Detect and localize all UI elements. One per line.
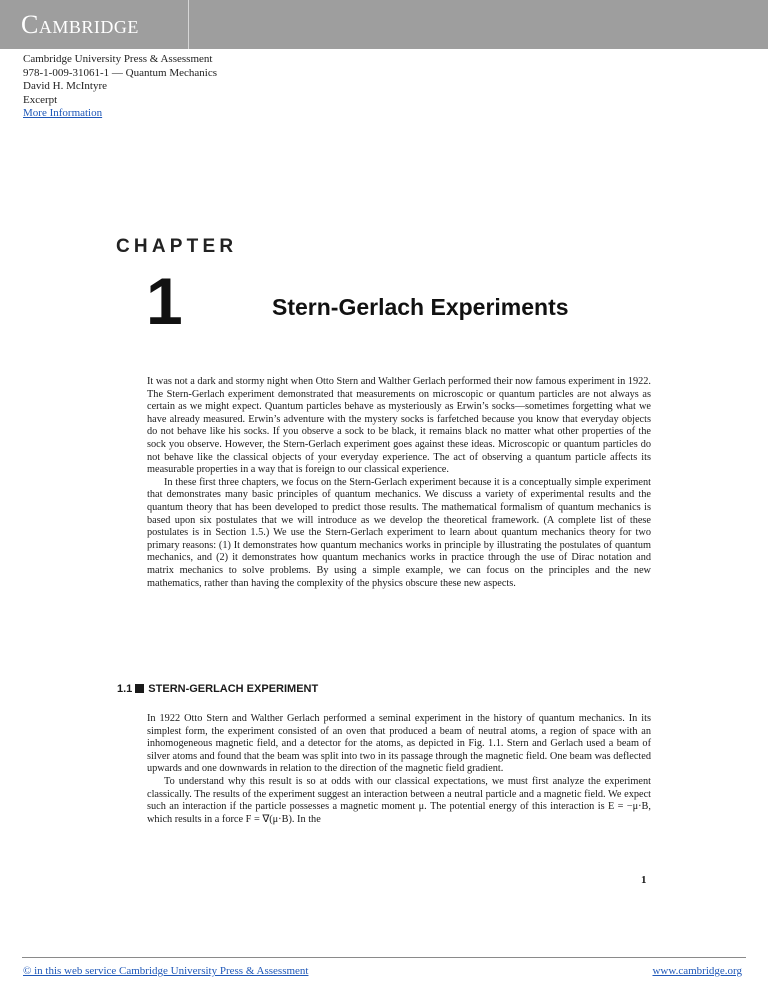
section-paragraph-2: To understand why this result is so at odds with our classical expectations, we must first analyze the experiment classically. The results of the experiment suggest an interaction between a neutral particle and a magnetic field. We expect such an interaction if the particle possesses a magnetic moment μ. The potential energy of this interaction is E = −μ·B, which results in a force F = ∇(μ·B). In the bbox=[147, 775, 651, 825]
author-line: David H. McIntyre bbox=[23, 80, 108, 92]
publisher-logo: Cambridge bbox=[21, 10, 139, 39]
publisher-line: Cambridge University Press & Assessment bbox=[23, 53, 213, 65]
square-bullet-icon bbox=[135, 684, 144, 693]
section-text bbox=[147, 713, 651, 826]
header-banner bbox=[0, 0, 768, 49]
page-number: 1 bbox=[641, 874, 647, 886]
more-information-link[interactable]: More Information bbox=[23, 107, 103, 119]
footer-divider bbox=[22, 957, 746, 958]
publisher-logo-box bbox=[0, 0, 189, 49]
copyright-link[interactable]: © in this web service Cambridge University Press & Assessment bbox=[23, 965, 309, 977]
intro-paragraph-2: In these first three chapters, we focus on the Stern-Gerlach experiment because it is a conceptually simple experiment that demonstrates many basic principles of quantum mechanics. We discuss a variety of experimental results and the quantum theory that has been developed to predict those results. The mathematical formalism of quantum mechanics is based upon six postulates that we will introduce as we develop the theoretical framework. (A complete list of these postulates is in Section 1.5.) We use the Stern-Gerlach experiment to learn about quantum mechanics theory for two primary reasons: (1) It demonstrates how quantum mechanics works in principle by illustrating the postulates of quantum mechanics, and (2) it demonstrates how quantum mechanics works in practice through the use of Dirac notation and matrix mechanics to solve problems. By using a simple example, we can focus on the principles and the new mathematics, rather than having the complexity of the physics obscure these new aspects. bbox=[147, 476, 651, 589]
isbn-line: 978-1-009-31061-1 — Quantum Mechanics bbox=[23, 66, 217, 79]
section-title: STERN-GERLACH EXPERIMENT bbox=[148, 683, 319, 695]
section-paragraph-1: In 1922 Otto Stern and Walther Gerlach performed a seminal experiment in the history of quantum mechanics. In its simplest form, the experiment consisted of an oven that produced a beam of neutral atoms, a region of space with an inhomogeneous magnetic field, and a detector for the atoms, as depicted in Fig. 1.1. Stern and Gerlach used a beam of silver atoms and found that the beam was split into two in its passage through the magnetic field. One beam was deflected upwards and one downwards in relation to the direction of the magnetic field gradient. bbox=[147, 713, 651, 775]
chapter-number: 1 bbox=[146, 264, 181, 338]
section-number: 1.1 bbox=[117, 683, 133, 695]
intro-text bbox=[147, 376, 651, 590]
intro-paragraph-1: It was not a dark and stormy night when Otto Stern and Walther Gerlach performed their now famous experiment in 1922. The Stern-Gerlach experiment demonstrated that measurements on microscopic or quantum particles are not always as certain as we might expect. Quantum particles behave as mysteriously as Erwin’s socks—sometimes forgetting what we have already measured. Erwin’s adventure with the mystery socks is farfetched because you know that everyday objects do not behave like his socks. If you observe a sock to be black, it remains black no matter what other properties of the sock you observe. However, the Stern-Gerlach experiment goes against these ideas. Microscopic or quantum particles do not behave like the classical objects of your everyday experience. The act of observing a quantum particle affects its measurable properties in a way that is foreign to our classical experience. bbox=[147, 376, 651, 476]
book-metadata bbox=[23, 53, 217, 121]
excerpt-line: Excerpt bbox=[23, 93, 58, 106]
section-heading bbox=[117, 683, 318, 695]
chapter-title: Stern-Gerlach Experiments bbox=[272, 294, 569, 320]
chapter-label: CHAPTER bbox=[116, 236, 238, 257]
website-link[interactable]: www.cambridge.org bbox=[652, 965, 742, 977]
